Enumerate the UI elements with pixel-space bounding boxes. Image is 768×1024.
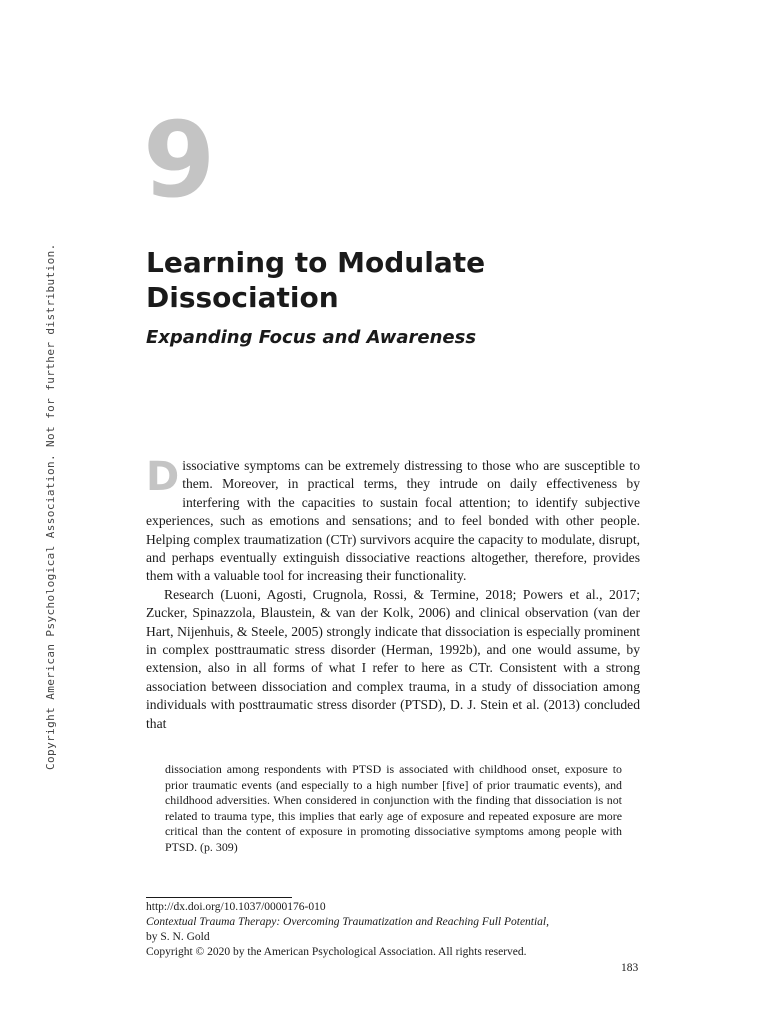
book-title: Contextual Trauma Therapy: Overcoming Traumatization and Reaching Full Potential, bbox=[146, 916, 550, 928]
copyright-side-notice: Copyright American Psychological Association. Not for further distribution. bbox=[44, 243, 57, 770]
paragraph-1-text: issociative symptoms can be extremely distressing to those who are susceptible to them. Moreover, in practical terms, they intrude on daily effectiveness by interfering with the capacities to sustain focal attention; to identify subjective experiences, such as emotions and sensations; and to feel bonded with other people. Helping complex traumatization (CTr) survivors acquire the capacity to modulate, disrupt, and perhaps eventually extinguish dissociative reactions altogether, therefore, provides them with a valuable tool for increasing their functionality. bbox=[146, 458, 640, 584]
chapter-number: 9 bbox=[143, 99, 216, 221]
doi-link[interactable]: http://dx.doi.org/10.1037/0000176-010 bbox=[146, 901, 326, 913]
footnote bbox=[146, 900, 646, 960]
paragraph-2: Research (Luoni, Agosti, Crugnola, Rossi, & Termine, 2018; Powers et al., 2017; Zucker, Spinazzola, Blaustein, & van der Kolk, 2006) and clinical observation (van der Hart, Nijenhuis, & Steele, 2005) strongly indicate that dissociation is especially prominent in complex posttraumatic stress disorder (Herman, 1992b), and one would assume, by extension, also in all forms of what I refer to here as CTr. Consistent with a strong association between dissociation and complex trauma, in a study of dissociation among individuals with posttraumatic stress disorder (PTSD), D. J. Stein et al. (2013) concluded that bbox=[146, 586, 640, 731]
drop-cap: D bbox=[146, 454, 180, 500]
paragraph-1 bbox=[146, 454, 640, 586]
chapter-subtitle: Expanding Focus and Awareness bbox=[146, 327, 477, 348]
book-author: by S. N. Gold bbox=[146, 931, 210, 943]
footnote-divider bbox=[146, 897, 292, 898]
body-text bbox=[146, 454, 640, 733]
block-quote: dissociation among respondents with PTSD is associated with childhood onset, exposure to prior traumatic events (and especially to a high number [five] of prior traumatic events), and childhood adversities. When considered in conjunction with the finding that dissociation is not related to trauma type, this implies that early age of exposure and repeated exposure are more critical than the content of exposure in promoting dissociative symptoms among people with PTSD. (p. 309) bbox=[165, 762, 622, 854]
copyright-line: Copyright © 2020 by the American Psychological Association. All rights reserved. bbox=[146, 946, 527, 958]
page-number: 183 bbox=[621, 962, 639, 974]
chapter-title: Learning to Modulate Dissociation bbox=[146, 246, 486, 314]
